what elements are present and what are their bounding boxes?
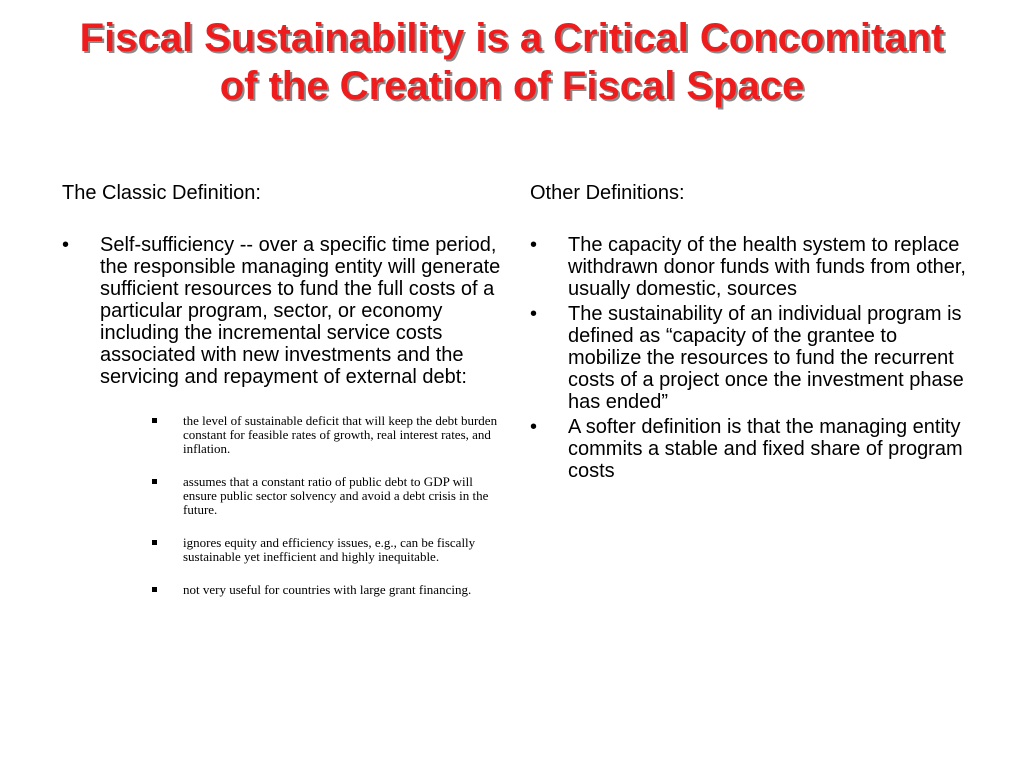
list-item-text: The sustainability of an individual program is defined as “capacity of the grantee to mobilize the resources to fund the recurrent costs of a project once the investment phase has ended” <box>568 303 964 413</box>
bullet-icon: • <box>530 234 538 256</box>
classic-definition-sublist <box>100 414 502 597</box>
bullet-icon: • <box>62 234 70 256</box>
square-bullet-icon <box>152 587 157 592</box>
other-definitions-column <box>530 180 970 485</box>
sub-list-item <box>100 475 502 517</box>
other-definitions-list <box>530 234 970 482</box>
square-bullet-icon <box>152 479 157 484</box>
sub-list-item <box>100 536 502 564</box>
sub-list-item-text: not very useful for countries with large grant financing. <box>183 582 472 597</box>
slide-title-line-2: of the Creation of Fiscal Space <box>219 64 805 108</box>
square-bullet-icon <box>152 418 157 423</box>
bullet-icon: • <box>530 303 538 325</box>
sub-list-item-text: assumes that a constant ratio of public debt to GDP will ensure public sector solvency and avoid a debt crisis in the future. <box>183 474 489 517</box>
slide-title <box>0 14 1024 110</box>
classic-definition-list <box>62 234 502 597</box>
list-item <box>530 234 970 300</box>
list-item <box>530 303 970 413</box>
list-item-text: Self-sufficiency -- over a specific time period, the responsible managing entity will generate sufficient resources to fund the full costs of a particular program, sector, or economy including the incremental service costs associated with new investments and the servicing and repayment of external debt: <box>100 234 501 388</box>
list-item-text: The capacity of the health system to replace withdrawn donor funds with funds from other, usually domestic, sources <box>568 234 966 300</box>
other-definitions-heading: Other Definitions: <box>530 182 685 204</box>
slide-title-line-1: Fiscal Sustainability is a Critical Concomitant <box>79 16 945 60</box>
classic-definition-column <box>62 180 502 616</box>
sub-list-item-text: ignores equity and efficiency issues, e.g., can be fiscally sustainable yet inefficient and highly inequitable. <box>183 535 476 564</box>
list-item <box>530 416 970 482</box>
square-bullet-icon <box>152 540 157 545</box>
sub-list-item <box>100 583 502 597</box>
list-item <box>62 234 502 597</box>
list-item-text: A softer definition is that the managing entity commits a stable and fixed share of program costs <box>568 416 963 482</box>
bullet-icon: • <box>530 416 538 438</box>
sub-list-item-text: the level of sustainable deficit that will keep the debt burden constant for feasible rates of growth, real interest rates, and inflation. <box>183 413 498 456</box>
sub-list-item <box>100 414 502 456</box>
classic-definition-heading: The Classic Definition: <box>62 182 261 204</box>
